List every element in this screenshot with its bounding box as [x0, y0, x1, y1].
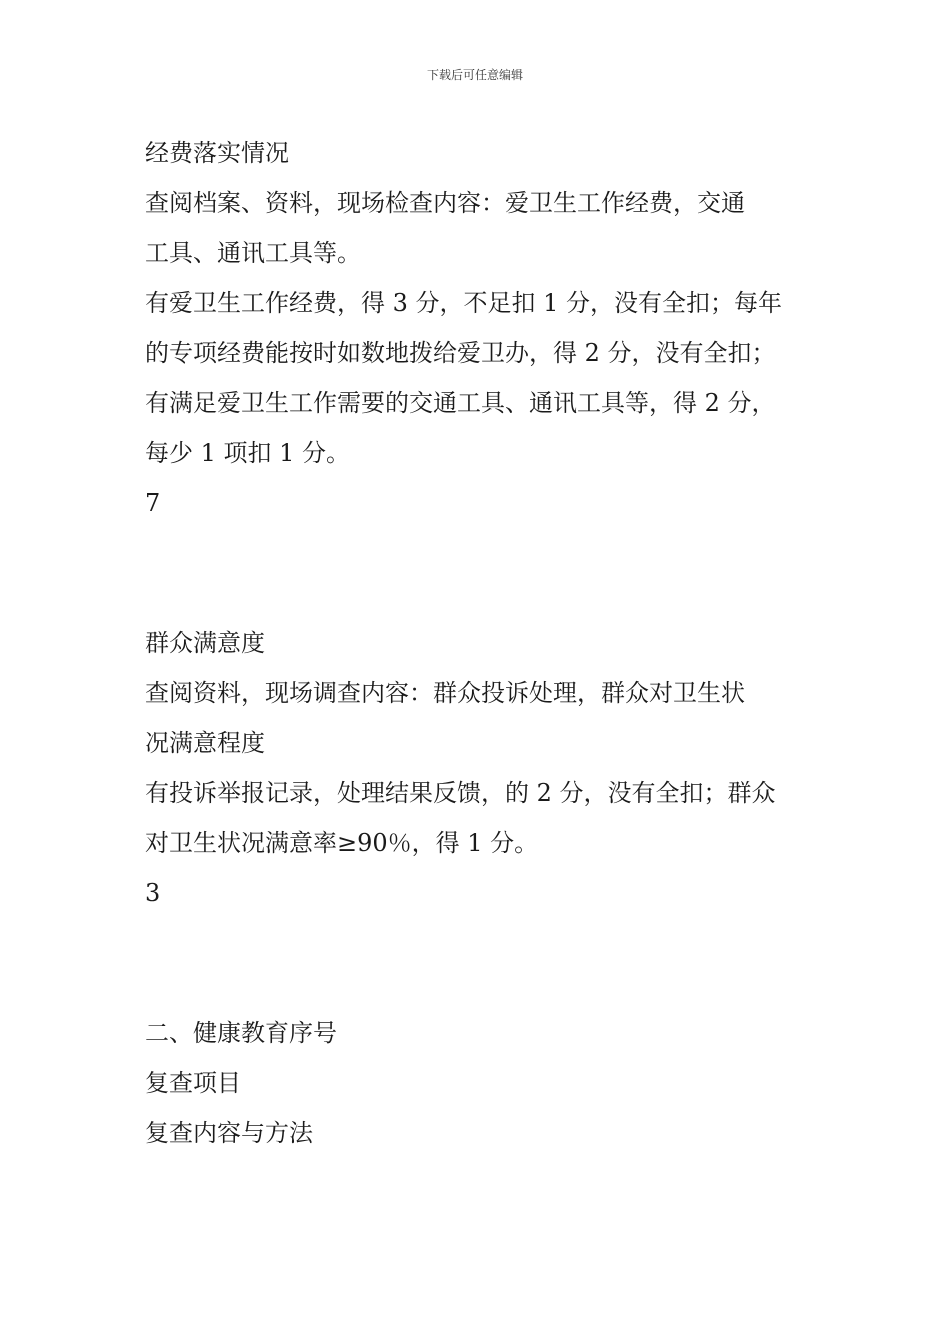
spacer [145, 918, 815, 1008]
score-value: 3 [145, 879, 161, 907]
method-line: 工具、通讯工具等。 [145, 239, 361, 267]
section-title: 经费落实情况 [145, 139, 289, 167]
method-line: 查阅档案、资料，现场检查内容：爱卫生工作经费，交通 [145, 189, 745, 217]
criteria-line: 对卫生状况满意率≥90％，得 1 分。 [145, 829, 539, 857]
section-heading: 二、健康教育序号 [145, 1019, 337, 1047]
method-label: 复查内容与方法 [145, 1119, 313, 1147]
criteria-line: 每少 1 项扣 1 分。 [145, 439, 351, 467]
criteria-line: 有爱卫生工作经费，得 3 分，不足扣 1 分，没有全扣；每年 [145, 289, 783, 317]
page-header-note: 下载后可任意编辑 [426, 68, 523, 82]
criteria-line: 的专项经费能按时如数地拨给爱卫办，得 2 分，没有全扣； [145, 339, 776, 367]
score-value: 7 [145, 489, 161, 517]
method-line: 况满意程度 [145, 729, 265, 757]
method-line: 查阅资料，现场调查内容：群众投诉处理，群众对卫生状 [145, 679, 745, 707]
spacer [145, 528, 815, 618]
section-satisfaction [145, 618, 815, 918]
criteria-line: 有投诉举报记录，处理结果反馈，的 2 分，没有全扣；群众 [145, 779, 776, 807]
section-title: 群众满意度 [145, 629, 265, 657]
criteria-line: 有满足爱卫生工作需要的交通工具、通讯工具等，得 2 分， [145, 389, 776, 417]
document-body [145, 128, 815, 1158]
item-label: 复查项目 [145, 1069, 241, 1097]
section-funding [145, 128, 815, 528]
section-health-education [145, 1008, 815, 1158]
